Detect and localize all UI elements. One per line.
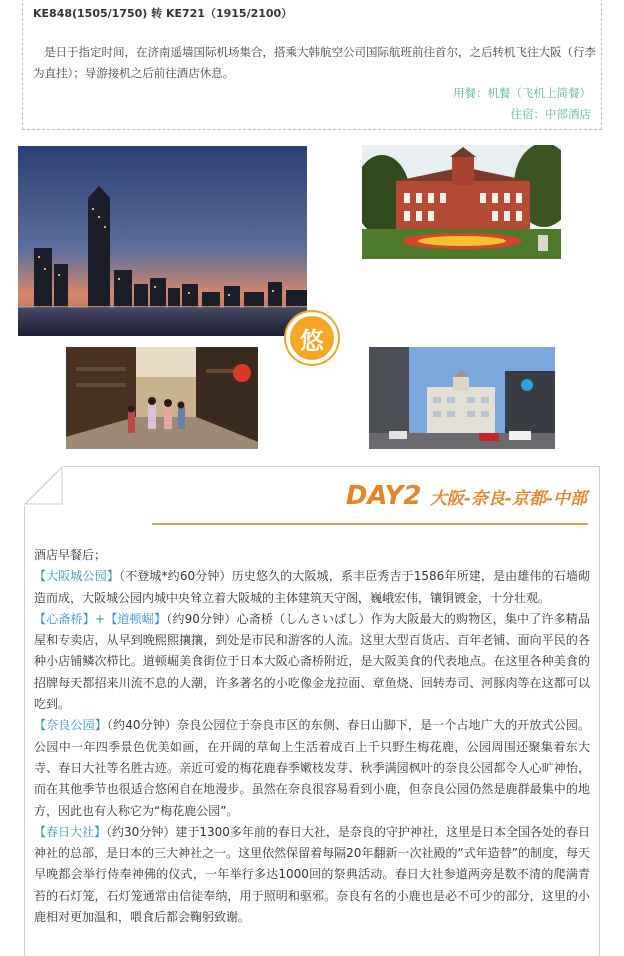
day1-info-box: [22, 0, 602, 130]
flight-info: KE848(1505/1750) 转 KE721（1915/2100）: [33, 7, 293, 20]
highlight-osaka-castle: 【大阪城公园】: [34, 569, 119, 584]
day2-content: [34, 545, 590, 928]
photo-ginza-street: [369, 347, 555, 449]
highlight-dotonbori: 【道顿崛】: [105, 611, 167, 626]
paragraph-kasuga-taisha: 【春日大社】（约30分钟）建于1300多年前的春日大社，是奈良的守护神社，这里是日本全国各处的春日神社的总部，是日本的三大神社之一。这里依然保留着每隔20年翻新一次社殿的“式年造替”的制度，每天早晚都会举行侍奉神佛的仪式，一年举行多达1000回的祭典活动。春日大社参道两旁是数不清的爬满青苔的石灯笼，石灯笼通常由信徒奉纳，用于照明和驱邪。奈良有名的小鹿也是必不可少的部分，这里的小鹿相对更加温和，喂食后都会鞠躬致谢。: [34, 824, 590, 925]
photo-kyoto-street: [66, 347, 258, 449]
folded-corner-icon: [24, 466, 64, 506]
photo-city-skyline: [18, 146, 307, 336]
paragraph-shinsaibashi: 【心斋桥】+【道顿崛】（约90分钟）心斋桥（しんさいばし）作为大阪最大的购物区，集中了许多精品屋和专卖店，从早到晚熙熙攘攘，到处是市民和游客的人流。这里大型百货店、百年老铺、面向平民的各种小店铺鳞次栉比。道顿崛美食街位于日本大阪心斋桥附近，是大阪美食的代表地点。在这里各种美食的招牌每天都招来川流不息的人潮，许多著名的小吃像金龙拉面、章鱼烧、回转寿司、河豚肉等在这都可以吃到。: [34, 611, 590, 712]
photo-red-brick-building: [362, 145, 561, 259]
badge-you: 悠: [286, 312, 338, 364]
paragraph-osaka-castle: 【大阪城公园】（不登城*约60分钟）历史悠久的大阪城，系丰臣秀吉于1586年所建，是由雄伟的石墙砌造而成，大阪城公园内城中央耸立着大阪城的主体建筑天守阁，巍峨宏伟，镶铜镀金，十分壮观。: [34, 569, 590, 605]
highlight-kasuga-taisha: 【春日大社】: [34, 824, 107, 839]
breakfast-line: 酒店早餐后；: [34, 548, 107, 562]
paragraph-nara-park: 【奈良公园】（约40分钟）奈良公园位于奈良市区的东侧、春日山脚下，是一个占地广大的开放式公园。公园中一年四季景色优美如画，在开阔的草甸上生活着成百上千只野生梅花鹿，公园周围还聚集着东大寺、春日大社等名胜古迹。亲近可爱的梅花鹿春季嫩枝发芽、秋季满园枫叶的奈良公园都令人心旷神怡，而在其他季节也很适合悠闲自在地漫步。虽然在奈良很容易看到小鹿，但奈良公园仍然是鹿群最集中的地方，因此也有人称它为“梅花鹿公园”。: [34, 718, 590, 818]
day1-intro: 是日于指定时间，在济南遥墙国际机场集合，搭乘大韩航空公司国际航班前往首尔，之后转机飞往大阪（行李为直挂）；导游接机之后前往酒店休息。: [33, 45, 596, 80]
day2-title: [346, 481, 587, 511]
highlight-shinsaibashi: 【心斋桥】: [34, 611, 95, 626]
day-label: DAY2: [345, 481, 422, 511]
day-route: 大阪-奈良-京都-中部: [429, 489, 587, 509]
highlight-nara-park: 【奈良公园】: [34, 718, 107, 733]
hotel-info: 住宿：中部酒店: [510, 107, 591, 121]
day2-section: [24, 466, 600, 956]
meal-info: 用餐：机餐（飞机上简餐）: [453, 86, 591, 100]
title-divider: [152, 523, 588, 525]
